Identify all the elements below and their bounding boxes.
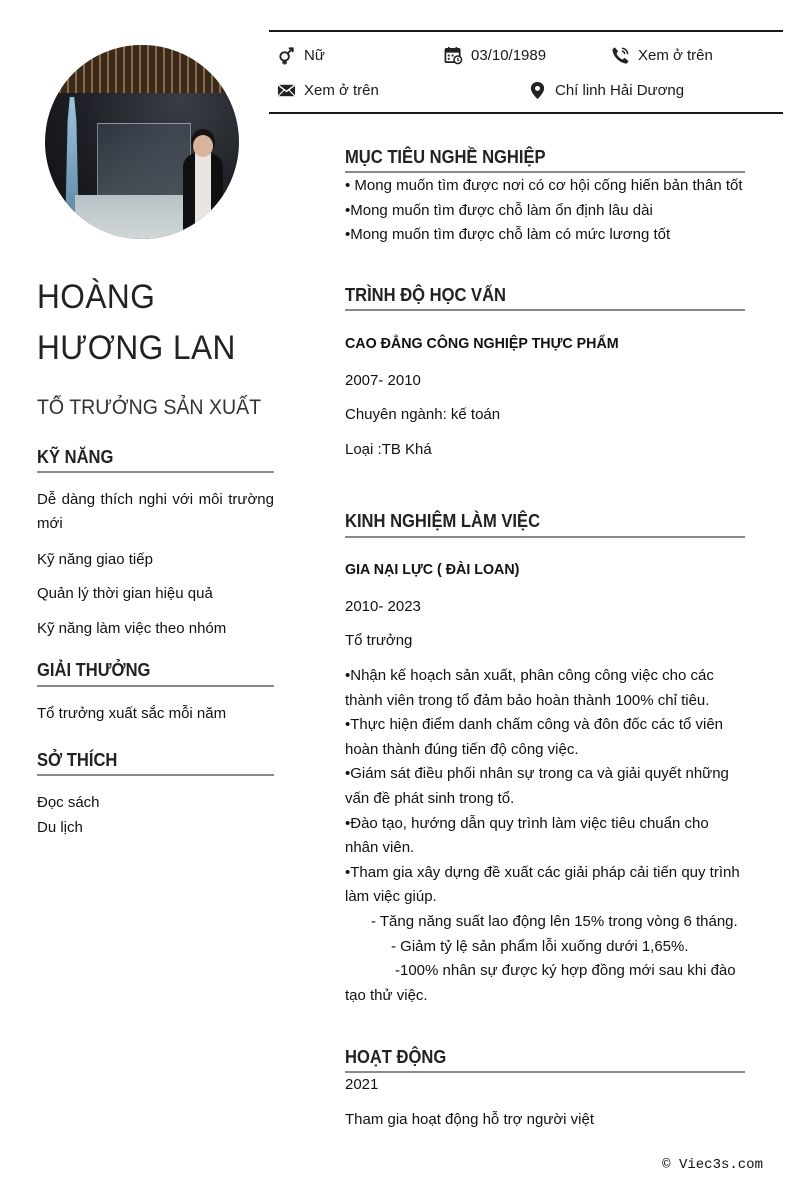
hobby-item: Du lịch <box>37 819 83 836</box>
gender-icon <box>277 46 296 65</box>
job-title: TỔ TRƯỞNG SẢN XUẤT <box>37 396 262 419</box>
contact-phone <box>611 44 713 66</box>
experience-period: 2010- 2023 <box>345 598 421 615</box>
company-name: GIA NẠI LỰC ( ĐÀI LOAN) <box>345 561 520 578</box>
activity-description: Tham gia hoạt động hỗ trợ người việt <box>345 1111 595 1128</box>
contact-address <box>528 79 684 101</box>
experience-heading: KINH NGHIỆM LÀM VIỆC <box>345 511 541 531</box>
candidate-name <box>37 277 270 368</box>
contact-divider-bottom <box>269 112 783 114</box>
duty-item: •Nhận kế hoạch sản xuất, phân công công việc cho các thành viên trong tổ đảm bảo hoàn thành 100% chỉ tiêu. <box>345 667 714 709</box>
education-grade: Loại :TB Khá <box>345 441 432 458</box>
duty-item: •Đào tạo, hướng dẫn quy trình làm việc tiêu chuẩn cho nhân viên. <box>345 814 709 857</box>
education-rule <box>345 309 745 311</box>
name-line-2: HƯƠNG LAN <box>37 329 236 367</box>
address-value: Chí linh Hải Dương <box>555 81 685 99</box>
hobby-item: Đọc sách <box>37 794 100 811</box>
phone-value: Xem ở trên <box>638 46 713 64</box>
hobbies-rule <box>37 774 274 776</box>
education-period: 2007- 2010 <box>345 372 421 389</box>
activity-year: 2021 <box>345 1076 379 1093</box>
experience-position: Tổ trưởng <box>345 632 413 649</box>
result-item: - Giảm tỷ lệ sản phẩm lỗi xuống dưới 1,65%. <box>391 937 689 955</box>
name-line-1: HOÀNG <box>37 278 156 316</box>
objective-rule <box>345 171 745 173</box>
skill-item: Dễ dàng thích nghi với môi trường mới <box>37 491 274 532</box>
contact-birthdate <box>444 44 546 66</box>
contact-divider-top <box>269 30 783 32</box>
awards-rule <box>37 685 274 687</box>
duty-item: •Thực hiện điểm danh chấm công và đôn đốc các tổ viên hoàn thành đúng tiến độ công việc. <box>345 716 724 758</box>
result-item: -100% nhân sự được ký hợp đồng mới sau khi đào <box>395 962 736 980</box>
skills-rule <box>37 471 274 473</box>
skill-item: Kỹ năng làm việc theo nhóm <box>37 620 227 637</box>
school-name: CAO ĐẲNG CÔNG NGHIỆP THỰC PHẨM <box>345 335 619 352</box>
result-item: - Tăng năng suất lao động lên 15% trong vòng 6 tháng. <box>371 912 738 930</box>
experience-rule <box>345 536 745 538</box>
duty-item: •Giám sát điều phối nhân sự trong ca và giải quyết những vấn đề phát sinh trong tổ. <box>345 765 729 807</box>
education-major: Chuyên ngành: kế toán <box>345 406 501 423</box>
awards-heading: GIẢI THƯỞNG <box>37 660 151 680</box>
duty-item: •Tham gia xây dựng đề xuất các giải pháp cải tiến quy trình làm việc giúp. <box>345 863 740 906</box>
objective-heading: MỤC TIÊU NGHỀ NGHIỆP <box>345 147 546 167</box>
award-item: Tổ trưởng xuất sắc mỗi năm <box>37 705 227 722</box>
email-value: Xem ở trên <box>304 81 379 99</box>
result-item-continued: tạo thử việc. <box>345 986 428 1004</box>
objective-item: • Mong muốn tìm được nơi có cơ hội cống hiến bản thân tốt <box>345 177 743 194</box>
profile-photo <box>45 45 239 239</box>
objective-item: •Mong muốn tìm được chỗ làm ổn định lâu dài <box>345 201 653 219</box>
activities-rule <box>345 1071 745 1073</box>
calendar-icon <box>444 46 463 65</box>
phone-icon <box>611 46 630 65</box>
skills-heading: KỸ NĂNG <box>37 447 114 467</box>
hobbies-heading: SỞ THÍCH <box>37 750 118 770</box>
objective-list <box>345 174 755 248</box>
birthdate-value: 03/10/1989 <box>471 46 547 64</box>
objective-item: •Mong muốn tìm được chỗ làm có mức lương tốt <box>345 226 671 244</box>
footer-credit: © Viec3s.com <box>662 1157 763 1173</box>
contact-gender <box>277 44 325 66</box>
skill-item: Kỹ năng giao tiếp <box>37 551 153 568</box>
education-heading: TRÌNH ĐỘ HỌC VẤN <box>345 285 506 305</box>
skill-item: Quản lý thời gian hiệu quả <box>37 585 213 602</box>
activities-heading: HOẠT ĐỘNG <box>345 1047 447 1067</box>
gender-value: Nữ <box>304 46 325 64</box>
location-pin-icon <box>528 81 547 100</box>
envelope-icon <box>277 81 296 100</box>
experience-duties <box>345 664 745 1008</box>
contact-email <box>277 79 379 101</box>
